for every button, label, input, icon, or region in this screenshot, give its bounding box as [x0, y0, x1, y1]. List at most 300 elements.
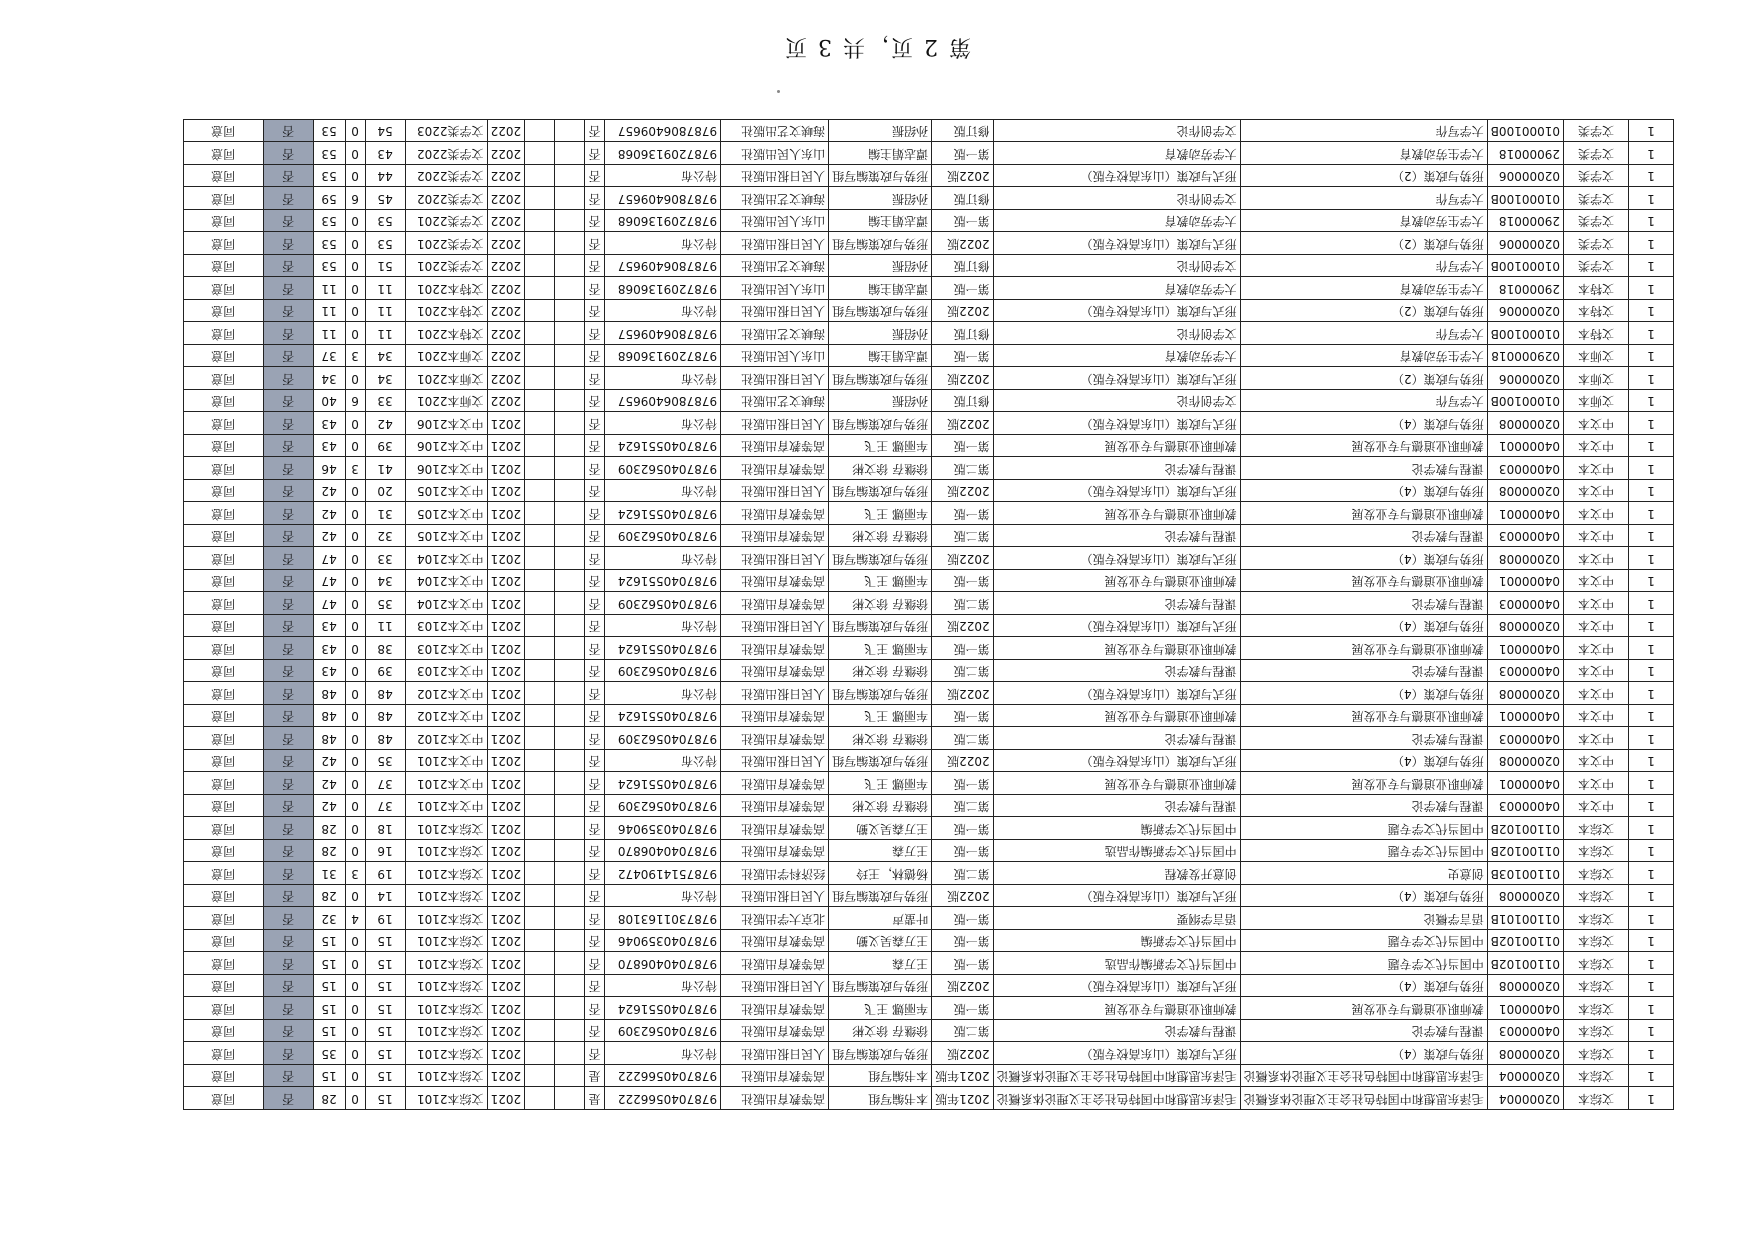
table-row — [183, 367, 1673, 390]
cell-course-name: 教师职业道德与专业发展 — [1240, 502, 1487, 525]
cell-edition: 2022版 — [932, 1042, 994, 1065]
cell-count-c: 43 — [313, 435, 345, 458]
cell-approval: 同意 — [183, 660, 263, 683]
cell-choice: 否 — [263, 525, 313, 548]
table-row — [183, 120, 1673, 143]
cell-isbn: 9787806409657 — [605, 322, 721, 345]
cell-course-code: 01100102B — [1487, 817, 1563, 840]
cell-year: 2021 — [487, 885, 525, 908]
cell-blank-a — [555, 277, 585, 300]
cell-publisher: 高等教育出版社 — [721, 570, 829, 593]
cell-year: 2022 — [487, 345, 525, 368]
cell-author: 孙绍振 — [829, 187, 932, 210]
cell-isbn: 9787209136068 — [605, 142, 721, 165]
cell-seq: 1 — [1629, 862, 1674, 885]
cell-author: 形势与政策编写组 — [829, 885, 932, 908]
cell-approval: 同意 — [183, 1020, 263, 1043]
cell-blank-b — [525, 930, 555, 953]
cell-isbn: 待公布 — [605, 750, 721, 773]
cell-class-code: 中文本2106 — [405, 435, 487, 458]
cell-class-code: 文综本2101 — [405, 907, 487, 930]
cell-book-title: 形式与政策（山东高校专版） — [993, 547, 1240, 570]
cell-blank-a — [555, 997, 585, 1020]
cell-blank-b — [525, 187, 555, 210]
table-row — [183, 750, 1673, 773]
cell-class: 中文本 — [1564, 637, 1629, 660]
table-row — [183, 480, 1673, 503]
cell-count-b: 0 — [345, 1042, 365, 1065]
cell-count-c: 59 — [313, 187, 345, 210]
cell-isbn: 9787040406870 — [605, 840, 721, 863]
cell-approval: 同意 — [183, 480, 263, 503]
cell-publisher: 海峡文艺出版社 — [721, 120, 829, 143]
cell-course-code: 02000006 — [1487, 165, 1563, 188]
cell-class: 文综本 — [1564, 1087, 1629, 1110]
cell-flag: 否 — [585, 907, 605, 930]
cell-approval: 同意 — [183, 300, 263, 323]
cell-book-title: 课程与教学论 — [993, 525, 1240, 548]
cell-edition: 2022版 — [932, 165, 994, 188]
cell-publisher: 高等教育出版社 — [721, 1020, 829, 1043]
cell-seq: 1 — [1629, 682, 1674, 705]
cell-author: 本书编写组 — [829, 1065, 932, 1088]
cell-choice: 否 — [263, 862, 313, 885]
cell-count-b: 6 — [345, 187, 365, 210]
cell-blank-b — [525, 255, 555, 278]
cell-class-code: 文综本2101 — [405, 1065, 487, 1088]
cell-count-a: 18 — [365, 817, 405, 840]
cell-author: 杨德林，王玲 — [829, 862, 932, 885]
cell-isbn: 待公布 — [605, 367, 721, 390]
cell-edition: 修订版 — [932, 187, 994, 210]
cell-author: 孙绍振 — [829, 322, 932, 345]
cell-approval: 同意 — [183, 390, 263, 413]
table-row — [183, 952, 1673, 975]
cell-blank-b — [525, 367, 555, 390]
cell-year: 2021 — [487, 975, 525, 998]
cell-count-a: 43 — [365, 142, 405, 165]
cell-flag: 否 — [585, 480, 605, 503]
cell-count-b: 0 — [345, 525, 365, 548]
cell-course-name: 大学写作 — [1240, 322, 1487, 345]
cell-class: 文综本 — [1564, 930, 1629, 953]
cell-seq: 1 — [1629, 210, 1674, 233]
cell-count-b: 3 — [345, 862, 365, 885]
cell-blank-a — [555, 1065, 585, 1088]
cell-edition: 2022版 — [932, 232, 994, 255]
cell-publisher: 高等教育出版社 — [721, 502, 829, 525]
cell-course-name: 语言学概论 — [1240, 907, 1487, 930]
cell-edition: 第二版 — [932, 862, 994, 885]
cell-blank-a — [555, 525, 585, 548]
cell-edition: 2022版 — [932, 885, 994, 908]
cell-class: 文综本 — [1564, 997, 1629, 1020]
cell-count-b: 0 — [345, 277, 365, 300]
cell-author: 孙绍振 — [829, 120, 932, 143]
cell-course-name: 中国当代文学专题 — [1240, 817, 1487, 840]
cell-class-code: 中文本2101 — [405, 750, 487, 773]
cell-choice: 否 — [263, 570, 313, 593]
cell-course-name: 教师职业道德与专业发展 — [1240, 435, 1487, 458]
cell-blank-b — [525, 277, 555, 300]
cell-course-name: 形势与政策（4） — [1240, 975, 1487, 998]
cell-year: 2021 — [487, 772, 525, 795]
cell-approval: 同意 — [183, 682, 263, 705]
cell-course-code: 01000100B — [1487, 255, 1563, 278]
cell-edition: 第二版 — [932, 795, 994, 818]
cell-course-code: 02000008 — [1487, 547, 1563, 570]
cell-year: 2021 — [487, 682, 525, 705]
cell-isbn: 9787209136068 — [605, 345, 721, 368]
cell-count-a: 39 — [365, 435, 405, 458]
cell-year: 2021 — [487, 435, 525, 458]
cell-blank-b — [525, 480, 555, 503]
cell-count-b: 0 — [345, 480, 365, 503]
cell-author: 徐继存 徐文彬 — [829, 457, 932, 480]
cell-book-title: 课程与教学论 — [993, 727, 1240, 750]
cell-isbn: 9787514190472 — [605, 862, 721, 885]
cell-isbn: 9787040551624 — [605, 570, 721, 593]
cell-count-a: 38 — [365, 637, 405, 660]
cell-seq: 1 — [1629, 1065, 1674, 1088]
cell-count-b: 0 — [345, 705, 365, 728]
cell-class-code: 文特本2201 — [405, 300, 487, 323]
cell-flag: 否 — [585, 345, 605, 368]
cell-course-name: 形势与政策（4） — [1240, 750, 1487, 773]
cell-year: 2022 — [487, 232, 525, 255]
cell-flag: 否 — [585, 817, 605, 840]
cell-choice: 否 — [263, 817, 313, 840]
cell-book-title: 中国当代文学新编 — [993, 930, 1240, 953]
cell-count-c: 11 — [313, 277, 345, 300]
cell-isbn: 9787040562309 — [605, 592, 721, 615]
cell-course-code: 02000004 — [1487, 1065, 1563, 1088]
cell-author: 车丽娜 王飞 — [829, 435, 932, 458]
cell-publisher: 人民日报出版社 — [721, 165, 829, 188]
cell-book-title: 形式与政策（山东高校专版） — [993, 480, 1240, 503]
cell-course-name: 形势与政策（2） — [1240, 165, 1487, 188]
cell-year: 2021 — [487, 480, 525, 503]
cell-approval: 同意 — [183, 502, 263, 525]
cell-count-b: 0 — [345, 120, 365, 143]
cell-author: 王万森 — [829, 840, 932, 863]
cell-year: 2022 — [487, 210, 525, 233]
cell-year: 2021 — [487, 547, 525, 570]
cell-course-code: 02000004 — [1487, 1087, 1563, 1110]
cell-class-code: 文综本2101 — [405, 952, 487, 975]
cell-choice: 否 — [263, 120, 313, 143]
cell-class-code: 文学类2202 — [405, 187, 487, 210]
cell-publisher: 人民日报出版社 — [721, 1042, 829, 1065]
cell-class: 文师本 — [1564, 390, 1629, 413]
cell-isbn: 9787040359046 — [605, 817, 721, 840]
cell-flag: 否 — [585, 1042, 605, 1065]
cell-blank-a — [555, 637, 585, 660]
cell-count-c: 42 — [313, 750, 345, 773]
cell-course-code: 04000003 — [1487, 457, 1563, 480]
cell-course-code: 04000001 — [1487, 997, 1563, 1020]
cell-course-name: 课程与教学论 — [1240, 727, 1487, 750]
cell-count-b: 0 — [345, 1087, 365, 1110]
cell-author: 谭志娟主编 — [829, 345, 932, 368]
cell-choice: 否 — [263, 660, 313, 683]
cell-blank-b — [525, 862, 555, 885]
cell-count-a: 53 — [365, 210, 405, 233]
cell-class-code: 中文本2103 — [405, 660, 487, 683]
cell-class-code: 文综本2101 — [405, 817, 487, 840]
cell-blank-b — [525, 1020, 555, 1043]
cell-blank-b — [525, 322, 555, 345]
cell-author: 徐继存 徐文彬 — [829, 727, 932, 750]
cell-book-title: 大学劳动教育 — [993, 142, 1240, 165]
cell-year: 2021 — [487, 660, 525, 683]
cell-choice: 否 — [263, 772, 313, 795]
cell-count-a: 15 — [365, 975, 405, 998]
cell-publisher: 海峡文艺出版社 — [721, 322, 829, 345]
cell-course-name: 大学写作 — [1240, 120, 1487, 143]
cell-class: 中文本 — [1564, 682, 1629, 705]
cell-choice: 否 — [263, 142, 313, 165]
cell-year: 2021 — [487, 1087, 525, 1110]
cell-count-a: 39 — [365, 660, 405, 683]
page-title: 第 2 页，共 3 页 — [783, 34, 971, 59]
cell-blank-a — [555, 412, 585, 435]
table-row — [183, 435, 1673, 458]
cell-edition: 第一版 — [932, 907, 994, 930]
cell-count-b: 0 — [345, 637, 365, 660]
cell-count-c: 28 — [313, 840, 345, 863]
cell-course-name: 大学写作 — [1240, 187, 1487, 210]
cell-blank-b — [525, 750, 555, 773]
cell-approval: 同意 — [183, 952, 263, 975]
cell-count-c: 15 — [313, 952, 345, 975]
cell-class: 中文本 — [1564, 592, 1629, 615]
cell-course-name: 形势与政策（4） — [1240, 1042, 1487, 1065]
cell-count-b: 0 — [345, 660, 365, 683]
cell-class: 文学类 — [1564, 187, 1629, 210]
table-row — [183, 322, 1673, 345]
table-row — [183, 390, 1673, 413]
cell-book-title: 文学创作论 — [993, 120, 1240, 143]
cell-blank-a — [555, 547, 585, 570]
cell-publisher: 人民日报出版社 — [721, 547, 829, 570]
cell-count-a: 15 — [365, 1065, 405, 1088]
cell-class: 文综本 — [1564, 862, 1629, 885]
cell-seq: 1 — [1629, 705, 1674, 728]
cell-isbn: 待公布 — [605, 547, 721, 570]
cell-year: 2022 — [487, 277, 525, 300]
cell-year: 2021 — [487, 930, 525, 953]
cell-approval: 同意 — [183, 210, 263, 233]
cell-count-a: 15 — [365, 952, 405, 975]
cell-edition: 2022版 — [932, 547, 994, 570]
cell-count-a: 34 — [365, 367, 405, 390]
cell-count-c: 31 — [313, 862, 345, 885]
table-row — [183, 255, 1673, 278]
cell-seq: 1 — [1629, 255, 1674, 278]
cell-blank-a — [555, 232, 585, 255]
cell-blank-b — [525, 120, 555, 143]
cell-blank-a — [555, 862, 585, 885]
table-row — [183, 1020, 1673, 1043]
cell-approval: 同意 — [183, 1087, 263, 1110]
cell-choice: 否 — [263, 480, 313, 503]
cell-seq: 1 — [1629, 1042, 1674, 1065]
cell-class: 文综本 — [1564, 1042, 1629, 1065]
cell-course-code: 02000008 — [1487, 480, 1563, 503]
cell-author: 形势与政策编写组 — [829, 1042, 932, 1065]
cell-count-c: 53 — [313, 120, 345, 143]
cell-blank-b — [525, 772, 555, 795]
cell-choice: 否 — [263, 930, 313, 953]
cell-isbn: 待公布 — [605, 480, 721, 503]
cell-blank-b — [525, 457, 555, 480]
cell-course-code: 04000001 — [1487, 705, 1563, 728]
cell-count-b: 3 — [345, 457, 365, 480]
cell-course-name: 形势与政策（4） — [1240, 412, 1487, 435]
cell-approval: 同意 — [183, 840, 263, 863]
cell-author: 谭志娟主编 — [829, 277, 932, 300]
cell-count-a: 11 — [365, 300, 405, 323]
cell-count-a: 37 — [365, 795, 405, 818]
cell-count-c: 34 — [313, 367, 345, 390]
table-row — [183, 210, 1673, 233]
cell-approval: 同意 — [183, 592, 263, 615]
cell-publisher: 高等教育出版社 — [721, 727, 829, 750]
cell-blank-a — [555, 817, 585, 840]
cell-count-b: 0 — [345, 1020, 365, 1043]
cell-class: 中文本 — [1564, 750, 1629, 773]
cell-count-a: 53 — [365, 232, 405, 255]
cell-author: 谭志娟主编 — [829, 142, 932, 165]
cell-course-code: 01100103B — [1487, 862, 1563, 885]
cell-seq: 1 — [1629, 795, 1674, 818]
cell-choice: 否 — [263, 907, 313, 930]
cell-edition: 第一版 — [932, 952, 994, 975]
cell-count-b: 0 — [345, 300, 365, 323]
cell-author: 谭志娟主编 — [829, 210, 932, 233]
cell-isbn: 待公布 — [605, 885, 721, 908]
cell-year: 2021 — [487, 795, 525, 818]
cell-seq: 1 — [1629, 727, 1674, 750]
cell-flag: 否 — [585, 952, 605, 975]
cell-author: 王万森吴义勤 — [829, 930, 932, 953]
cell-flag: 否 — [585, 120, 605, 143]
cell-count-c: 42 — [313, 795, 345, 818]
cell-seq: 1 — [1629, 952, 1674, 975]
cell-count-b: 0 — [345, 322, 365, 345]
cell-choice: 否 — [263, 727, 313, 750]
cell-isbn: 9787040551624 — [605, 435, 721, 458]
cell-flag: 否 — [585, 1020, 605, 1043]
cell-course-name: 课程与教学论 — [1240, 592, 1487, 615]
cell-choice: 否 — [263, 1087, 313, 1110]
cell-approval: 同意 — [183, 795, 263, 818]
cell-course-code: 02000006 — [1487, 367, 1563, 390]
cell-class-code: 文学类2201 — [405, 255, 487, 278]
cell-edition: 第一版 — [932, 772, 994, 795]
cell-count-c: 11 — [313, 322, 345, 345]
cell-book-title: 课程与教学论 — [993, 795, 1240, 818]
cell-blank-a — [555, 750, 585, 773]
cell-choice: 否 — [263, 345, 313, 368]
cell-publisher: 山东人民出版社 — [721, 277, 829, 300]
cell-course-name: 大学生劳动教育 — [1240, 277, 1487, 300]
cell-class: 中文本 — [1564, 435, 1629, 458]
cell-blank-b — [525, 705, 555, 728]
cell-course-name: 形势与政策（4） — [1240, 885, 1487, 908]
cell-blank-b — [525, 840, 555, 863]
cell-class: 中文本 — [1564, 547, 1629, 570]
cell-blank-a — [555, 885, 585, 908]
cell-count-b: 0 — [345, 952, 365, 975]
cell-seq: 1 — [1629, 232, 1674, 255]
cell-blank-b — [525, 727, 555, 750]
cell-count-c: 43 — [313, 637, 345, 660]
cell-edition: 第一版 — [932, 705, 994, 728]
cell-approval: 同意 — [183, 817, 263, 840]
cell-author: 形势与政策编写组 — [829, 300, 932, 323]
cell-isbn: 9787040551624 — [605, 705, 721, 728]
cell-flag: 否 — [585, 187, 605, 210]
cell-count-a: 11 — [365, 277, 405, 300]
cell-seq: 1 — [1629, 547, 1674, 570]
cell-count-c: 15 — [313, 1065, 345, 1088]
cell-publisher: 人民日报出版社 — [721, 412, 829, 435]
cell-course-code: 02000008 — [1487, 412, 1563, 435]
cell-isbn: 待公布 — [605, 412, 721, 435]
cell-year: 2022 — [487, 120, 525, 143]
cell-blank-a — [555, 592, 585, 615]
table-row — [183, 412, 1673, 435]
table-row — [183, 570, 1673, 593]
cell-count-a: 11 — [365, 615, 405, 638]
cell-choice: 否 — [263, 255, 313, 278]
cell-blank-a — [555, 660, 585, 683]
cell-blank-a — [555, 975, 585, 998]
cell-approval: 同意 — [183, 120, 263, 143]
cell-count-a: 48 — [365, 682, 405, 705]
cell-edition: 第二版 — [932, 1020, 994, 1043]
cell-class-code: 文学类2201 — [405, 232, 487, 255]
cell-publisher: 高等教育出版社 — [721, 930, 829, 953]
cell-year: 2021 — [487, 840, 525, 863]
cell-book-title: 形式与政策（山东高校专版） — [993, 412, 1240, 435]
cell-count-b: 0 — [345, 592, 365, 615]
cell-isbn: 9787040566222 — [605, 1087, 721, 1110]
cell-seq: 1 — [1629, 1087, 1674, 1110]
cell-blank-a — [555, 772, 585, 795]
cell-publisher: 高等教育出版社 — [721, 997, 829, 1020]
cell-flag: 否 — [585, 795, 605, 818]
cell-class: 中文本 — [1564, 570, 1629, 593]
cell-blank-a — [555, 345, 585, 368]
cell-publisher: 经济科学出版社 — [721, 862, 829, 885]
cell-class: 文学类 — [1564, 255, 1629, 278]
cell-class: 文学类 — [1564, 210, 1629, 233]
cell-book-title: 课程与教学论 — [993, 457, 1240, 480]
cell-count-b: 0 — [345, 255, 365, 278]
cell-count-c: 53 — [313, 232, 345, 255]
cell-book-title: 形式与政策（山东高校专版） — [993, 232, 1240, 255]
cell-seq: 1 — [1629, 1020, 1674, 1043]
cell-seq: 1 — [1629, 412, 1674, 435]
cell-author: 形势与政策编写组 — [829, 480, 932, 503]
cell-author: 徐继存 徐文彬 — [829, 592, 932, 615]
cell-course-code: 02000008 — [1487, 975, 1563, 998]
cell-isbn: 9787209136068 — [605, 277, 721, 300]
cell-flag: 否 — [585, 930, 605, 953]
